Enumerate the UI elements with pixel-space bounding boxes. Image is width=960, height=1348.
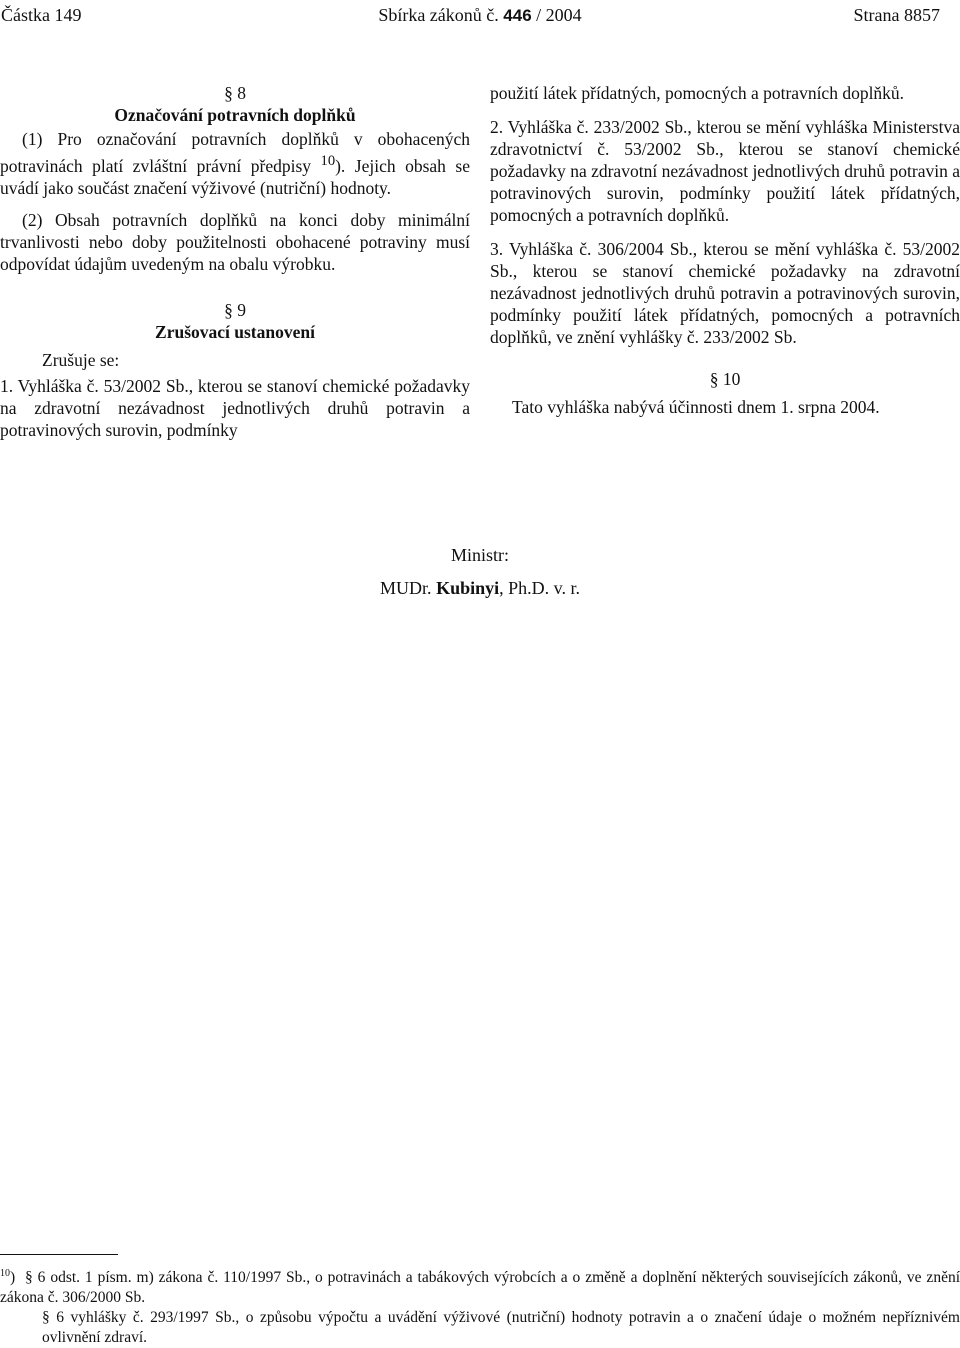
signature-role: Ministr:	[450, 545, 509, 565]
repeal-item-1-continued: použití látek přídatných, pomocných a potravních doplňků.	[490, 83, 905, 103]
section-8-paragraph-1-text-end: ). Jejich obsah se uvádí jako součást značení výživové (nutriční) hodnoty.	[0, 155, 470, 198]
page-header	[0, 2, 960, 28]
section-10-text: Tato vyhláška nabývá účinnosti dnem 1. srpna 2004.	[512, 397, 880, 417]
section-8-paragraph-2: (2) Obsah potravních doplňků na konci doby minimální trvanlivosti nebo doby použitelnosti obohacené potraviny musí odpovídat údajům uvedeným na obalu výrobku.	[0, 209, 470, 274]
signature-suffix: , Ph.D. v. r.	[499, 578, 580, 598]
section-9-lead: Zrušuje se:	[42, 349, 120, 370]
footnote-line-1: § 6 odst. 1 písm. m) zákona č. 110/1997 Sb., o potravinách a tabákových výrobcích a o změně a doplnění některých souvisejících zákonů, ve znění zákona č. 306/2000 Sb.	[0, 1269, 960, 1307]
section-8-paragraph-1-text: (1) Pro označování potravních doplňků v obohacených potravinách platí zvláštní právní předpisy	[0, 129, 470, 176]
footnotes	[0, 1264, 960, 1348]
right-column	[490, 82, 960, 418]
section-8-title: Označování potravních doplňků	[114, 105, 356, 125]
left-column	[0, 82, 470, 441]
header-collection	[0, 2, 960, 29]
footnote-10-continued: § 6 vyhlášky č. 293/1997 Sb., o způsobu výpočtu a uvádění výživové (nutriční) hodnoty potravin a o značení údaje o možném nepříznivém ovlivnění zdraví.	[42, 1309, 960, 1347]
section-10-mark: § 10	[709, 369, 741, 389]
footnote-divider	[0, 1254, 118, 1255]
section-9-mark: § 9	[224, 299, 246, 320]
repeal-item-3: 3. Vyhláška č. 306/2004 Sb., kterou se mění vyhláška č. 53/2002 Sb., kterou se stanoví chemické požadavky na zdravotní nezávadnost jednotlivých druhů potravin a potravinových surovin, podmínky použití látek přídatných, pomocných a potravních doplňků, ve znění vyhlášky č. 233/2002 Sb.	[490, 239, 960, 347]
header-collection-prefix: Sbírka zákonů č.	[378, 5, 499, 25]
repeal-item-2: 2. Vyhláška č. 233/2002 Sb., kterou se mění vyhláška Ministerstva zdravotnictví č. 53/2002 Sb., kterou se stanoví chemické požadavky na zdravotní nezávadnost jednotlivých druhů potravin a potravinových surovin, podmínky použití látek přídatných, pomocných a potravních doplňků.	[490, 117, 960, 225]
header-part: Částka 149	[1, 5, 82, 25]
header-year: / 2004	[536, 5, 582, 25]
signature-title: MUDr.	[380, 578, 432, 598]
repeal-item-1: 1. Vyhláška č. 53/2002 Sb., kterou se stanoví chemické požadavky na zdravotní nezávadnost jednotlivých druhů potravin a potravinových surovin, podmínky	[0, 375, 470, 440]
footnote-marker: 10	[0, 1268, 10, 1279]
header-page-number: Strana 8857	[853, 5, 940, 25]
footnote-reference: 10	[320, 153, 336, 169]
section-8-paragraph-1	[0, 128, 470, 199]
footnote-marker-paren: )	[10, 1269, 16, 1287]
signature-surname: Kubinyi	[436, 578, 500, 598]
footnote-10	[0, 1264, 960, 1308]
section-9-title: Zrušovací ustanovení	[155, 321, 315, 342]
signature-name	[0, 575, 960, 601]
header-issue-number: 446	[503, 6, 532, 25]
section-8-mark: § 8	[224, 83, 246, 103]
